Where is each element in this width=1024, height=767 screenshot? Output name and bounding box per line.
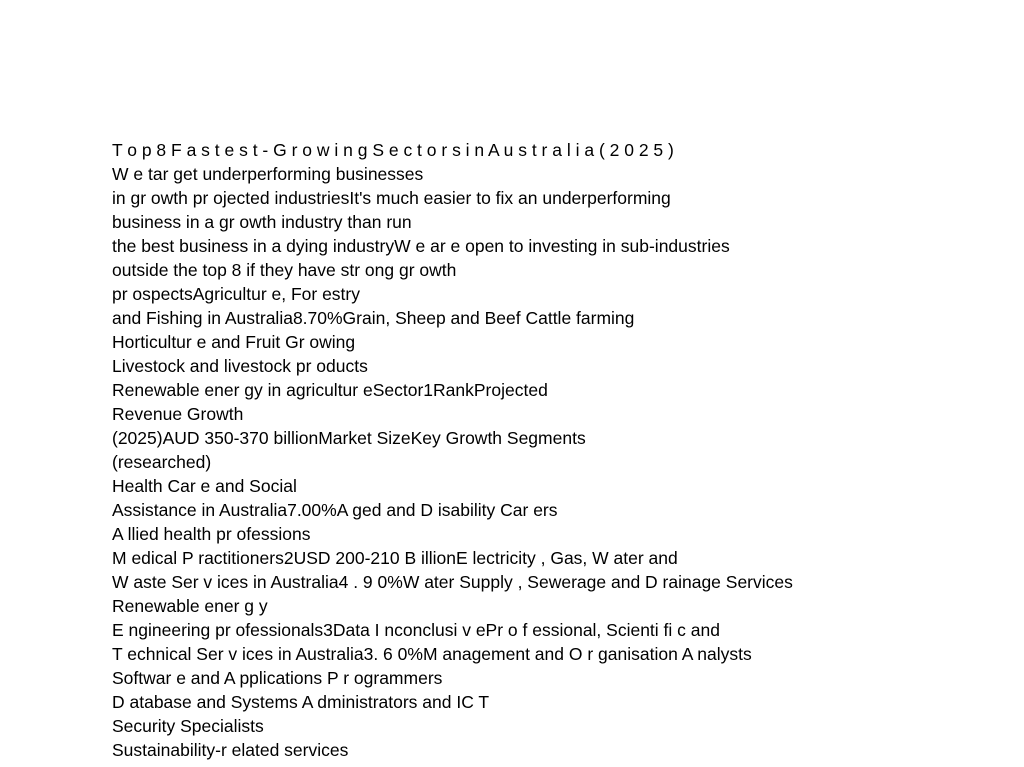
- text-line: outside the top 8 if they have str ong gr owth: [112, 260, 457, 280]
- text-line: E ngineering pr ofessionals3Data I nconclusi v ePr o f essional, Scienti fi c and: [112, 620, 720, 640]
- text-line: M edical P ractitioners2USD 200-210 B illionE lectricity , Gas, W ater and: [112, 548, 678, 568]
- text-line: Livestock and livestock pr oducts: [112, 356, 368, 376]
- text-line: Security Specialists: [112, 716, 264, 736]
- text-line: D atabase and Systems A dministrators and IC T: [112, 692, 490, 712]
- text-line: business in a gr owth industry than run: [112, 212, 412, 232]
- text-line: and Fishing in Australia8.70%Grain, Sheep and Beef Cattle farming: [112, 308, 635, 328]
- text-line: Renewable ener g y: [112, 596, 268, 616]
- text-line: (researched): [112, 452, 212, 472]
- text-line: the best business in a dying industryW e ar e open to investing in sub-industries: [112, 236, 730, 256]
- text-line: in gr owth pr ojected industriesIt's much easier to fix an underperforming: [112, 188, 671, 208]
- text-line: Health Car e and Social: [112, 476, 297, 496]
- text-line: (2025)AUD 350-370 billionMarket SizeKey Growth Segments: [112, 428, 586, 448]
- text-line: Sustainability-r elated services: [112, 740, 349, 760]
- text-line: W e tar get underperforming businesses: [112, 164, 424, 184]
- text-line: Revenue Growth: [112, 404, 244, 424]
- text-line: Softwar e and A pplications P r ogrammers: [112, 668, 443, 688]
- text-line: A llied health pr ofessions: [112, 524, 311, 544]
- document-text: [112, 138, 992, 762]
- text-line: Horticultur e and Fruit Gr owing: [112, 332, 356, 352]
- text-line: W aste Ser v ices in Australia4 . 9 0%W ater Supply , Sewerage and D rainage Services: [112, 572, 793, 592]
- text-line: pr ospectsAgricultur e, For estry: [112, 284, 360, 304]
- text-line: T echnical Ser v ices in Australia3. 6 0%M anagement and O r ganisation A nalysts: [112, 644, 752, 664]
- text-line: Renewable ener gy in agricultur eSector1RankProjected: [112, 380, 548, 400]
- document-title: T o p 8 F a s t e s t - G r o w i n g S e c t o r s i n A u s t r a l i a ( 2 0 2 5 ): [112, 140, 674, 160]
- text-line: Assistance in Australia7.00%A ged and D isability Car ers: [112, 500, 558, 520]
